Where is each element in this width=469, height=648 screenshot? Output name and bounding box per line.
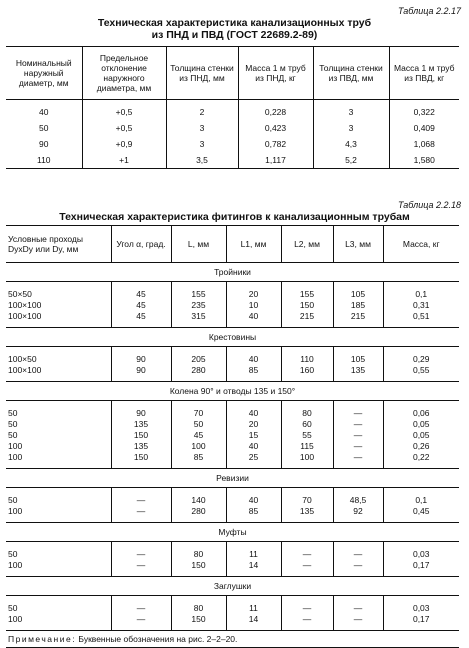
table-cell: — <box>281 559 333 570</box>
table-cell: 150 <box>111 429 171 440</box>
table-row <box>6 120 459 136</box>
header-cell: Толщина стенки из ПНД, мм <box>166 47 238 100</box>
table-cell: 0,1 <box>415 288 428 299</box>
table-cell: 135 <box>111 418 171 429</box>
table-row <box>6 299 459 310</box>
table-cell: 100 <box>6 505 111 516</box>
table-cell: 100×100 <box>6 364 111 375</box>
table-cell: 45 <box>111 299 171 310</box>
table-row <box>6 505 459 516</box>
table-cell: 0,782 <box>238 136 313 152</box>
section-header-row <box>6 382 459 401</box>
table-cell: 80 <box>171 548 226 559</box>
table-cell: 80 <box>171 602 226 613</box>
table-cell: 50 <box>171 418 226 429</box>
table-cell: 92 <box>333 505 383 516</box>
table-cell: — <box>333 407 383 418</box>
table-cell: — <box>281 548 333 559</box>
fittings-characteristics-table <box>6 225 459 648</box>
table-cell: 0,51 <box>412 310 430 321</box>
table-body <box>6 100 459 169</box>
table-cell: 105 <box>333 288 383 299</box>
section-title: Тройники <box>6 263 459 282</box>
table-cell: 115 <box>281 440 333 451</box>
table-cell: — <box>333 451 383 462</box>
table-row <box>6 548 459 559</box>
table-cell: 85 <box>226 505 281 516</box>
section-title: Колена 90° и отводы 135 и 150° <box>6 382 459 401</box>
table-cell: 315 <box>171 310 226 321</box>
header-cell: Условные проходы DyxDy или Dy, мм <box>6 226 111 263</box>
table-cell: 1,068 <box>413 139 435 149</box>
table-cell: 0,05 <box>412 429 430 440</box>
table-cell: 0,06 <box>412 407 430 418</box>
table-cell: 1,117 <box>238 152 313 169</box>
table-cell: 100 <box>281 451 333 462</box>
table-cell: 215 <box>281 310 333 321</box>
table-cell: 140 <box>171 494 226 505</box>
table-title-1 <box>0 17 469 41</box>
section-title: Крестовины <box>6 328 459 347</box>
table-cell: 50 <box>6 429 111 440</box>
table-cell: 1,580 <box>413 155 435 165</box>
table-cell: +0,5 <box>82 120 166 136</box>
table-cell: 50 <box>6 494 111 505</box>
table-cell: 155 <box>171 288 226 299</box>
table-cell: 5,2 <box>313 152 389 169</box>
table-cell: 50 <box>6 120 82 136</box>
table-number-1: Таблица 2.2.17 <box>397 6 461 16</box>
table-cell: — <box>281 602 333 613</box>
table-cell: 0,26 <box>412 440 430 451</box>
table-title-2: Техническая характеристика фитингов к канализационным трубам <box>59 211 410 223</box>
table-cell: 150 <box>171 613 226 624</box>
table-cell: 40 <box>6 100 82 121</box>
table-cell: 50×50 <box>6 288 111 299</box>
table-cell: 48,5 <box>333 494 383 505</box>
table-cell: 50 <box>6 407 111 418</box>
table-cell: — <box>111 505 171 516</box>
table-cell: 0,03 <box>412 548 430 559</box>
header-cell: Масса, кг <box>383 226 459 263</box>
table-cell: — <box>111 613 171 624</box>
table-cell: 0,409 <box>413 123 435 133</box>
table-title-1-line2: из ПНД и ПВД (ГОСТ 22689.2-89) <box>151 29 318 41</box>
section-header-row <box>6 577 459 596</box>
table-cell: 40 <box>226 407 281 418</box>
header-cell: Угол α, град. <box>111 226 171 263</box>
table-cell: 135 <box>111 440 171 451</box>
table-cell: 215 <box>333 310 383 321</box>
table-cell: 110 <box>6 152 82 169</box>
table-cell: — <box>333 440 383 451</box>
table-cell: 135 <box>281 505 333 516</box>
table-cell: 80 <box>281 407 333 418</box>
table-cell: 50 <box>6 418 111 429</box>
table-cell: 100 <box>171 440 226 451</box>
table-cell: — <box>111 602 171 613</box>
table-cell: 4,3 <box>313 136 389 152</box>
table-cell: 11 <box>226 602 281 613</box>
table-row <box>6 100 459 121</box>
table-cell: 135 <box>333 364 383 375</box>
table-cell: 20 <box>226 418 281 429</box>
table-cell: 11 <box>226 548 281 559</box>
section-header-row <box>6 523 459 542</box>
table-cell: 10 <box>226 299 281 310</box>
header-cell: Предельное отклонение наружного диаметра, мм <box>82 47 166 100</box>
table-cell: — <box>333 548 383 559</box>
note-row <box>6 631 459 648</box>
table-header-row <box>6 226 459 263</box>
table-cell: 90 <box>111 364 171 375</box>
table-cell: 60 <box>281 418 333 429</box>
table-cell: 100 <box>6 440 111 451</box>
table-cell: 0,322 <box>413 107 435 117</box>
header-cell: L3, мм <box>333 226 383 263</box>
section-header-row <box>6 469 459 488</box>
note-text: Буквенные обозначения на рис. 2–2–20. <box>76 634 238 644</box>
table-cell: 0,228 <box>238 100 313 121</box>
table-cell: 0,31 <box>412 299 430 310</box>
header-cell: L, мм <box>171 226 226 263</box>
table-cell: 85 <box>171 451 226 462</box>
table-cell: 100 <box>6 451 111 462</box>
table-cell: — <box>333 559 383 570</box>
table-cell: 155 <box>281 288 333 299</box>
table-row <box>6 353 459 364</box>
table-cell: 0,05 <box>412 418 430 429</box>
table-row <box>6 136 459 152</box>
table-cell: 160 <box>281 364 333 375</box>
table-row <box>6 418 459 429</box>
table-cell: 15 <box>226 429 281 440</box>
table-cell: 90 <box>111 407 171 418</box>
note-label: Примечание: <box>8 634 77 644</box>
table-row <box>6 310 459 321</box>
table-cell: — <box>333 418 383 429</box>
table-cell: 185 <box>333 299 383 310</box>
section-title: Ревизии <box>6 469 459 488</box>
table-cell: 45 <box>171 429 226 440</box>
table-cell: +1 <box>82 152 166 169</box>
table-cell: 0,423 <box>238 120 313 136</box>
table-cell: 70 <box>171 407 226 418</box>
header-cell: Масса 1 м труб из ПВД, кг <box>389 47 459 100</box>
table-row <box>6 407 459 418</box>
table-cell: 280 <box>171 505 226 516</box>
pipe-characteristics-table <box>6 46 459 169</box>
table-cell: — <box>111 494 171 505</box>
table-cell: 3 <box>166 120 238 136</box>
header-cell: L2, мм <box>281 226 333 263</box>
table-cell: 40 <box>226 310 281 321</box>
table-cell: 235 <box>171 299 226 310</box>
table-cell: 25 <box>226 451 281 462</box>
table-cell: 150 <box>111 451 171 462</box>
table-cell: +0,5 <box>82 100 166 121</box>
table-cell: 0,29 <box>412 353 430 364</box>
table-cell: 40 <box>226 440 281 451</box>
table-cell: 0,22 <box>412 451 430 462</box>
table-cell: 100×50 <box>6 353 111 364</box>
table-title-1-line1: Техническая характеристика канализационных труб <box>97 17 372 29</box>
table-cell: 85 <box>226 364 281 375</box>
table-cell: 100 <box>6 613 111 624</box>
table-cell: 150 <box>281 299 333 310</box>
table-cell: — <box>333 429 383 440</box>
table-cell: 0,45 <box>412 505 430 516</box>
table-cell: 45 <box>111 288 171 299</box>
section-title: Заглушки <box>6 577 459 596</box>
table-cell: 0,03 <box>412 602 430 613</box>
note <box>6 631 459 648</box>
table-cell: — <box>111 559 171 570</box>
table-cell: 40 <box>226 353 281 364</box>
table-cell: 110 <box>281 353 333 364</box>
table-header-row <box>6 47 459 100</box>
table-cell: 14 <box>226 613 281 624</box>
table-cell: 105 <box>333 353 383 364</box>
table-number-2: Таблица 2.2.18 <box>397 200 461 210</box>
table-cell: 70 <box>281 494 333 505</box>
table-cell: 100×100 <box>6 310 111 321</box>
table-cell: — <box>333 613 383 624</box>
table-cell: 90 <box>6 136 82 152</box>
table-cell: 280 <box>171 364 226 375</box>
table-row <box>6 364 459 375</box>
table-cell: 0,17 <box>412 613 430 624</box>
table-row <box>6 429 459 440</box>
table-cell: 3 <box>313 120 389 136</box>
table-cell: 3,5 <box>166 152 238 169</box>
table-cell: 0,1 <box>415 494 428 505</box>
section-header-row <box>6 263 459 282</box>
table-row <box>6 494 459 505</box>
section-header-row <box>6 328 459 347</box>
table-cell: 3 <box>166 136 238 152</box>
section-title: Муфты <box>6 523 459 542</box>
table-cell: 100 <box>6 559 111 570</box>
table-row <box>6 613 459 624</box>
table-body <box>6 263 459 631</box>
table-cell: 90 <box>111 353 171 364</box>
table-cell: 20 <box>226 288 281 299</box>
table-cell: 150 <box>171 559 226 570</box>
table-cell: 55 <box>281 429 333 440</box>
table-row <box>6 152 459 169</box>
table-cell: — <box>111 548 171 559</box>
header-cell: L1, мм <box>226 226 281 263</box>
table-cell: 14 <box>226 559 281 570</box>
header-cell: Номинальный наружный диаметр, мм <box>6 47 82 100</box>
table-cell: 0,17 <box>412 559 430 570</box>
table-row <box>6 440 459 451</box>
table-cell: 205 <box>171 353 226 364</box>
header-cell: Толщина стенки из ПВД, мм <box>313 47 389 100</box>
table-cell: — <box>281 613 333 624</box>
table-cell: 100×100 <box>6 299 111 310</box>
table-cell: +0,9 <box>82 136 166 152</box>
table-cell: 50 <box>6 602 111 613</box>
table-cell: 40 <box>226 494 281 505</box>
table-cell: 45 <box>111 310 171 321</box>
table-cell: 2 <box>166 100 238 121</box>
table-row <box>6 602 459 613</box>
table-row <box>6 288 459 299</box>
table-cell: 0,55 <box>412 364 430 375</box>
table-row <box>6 451 459 462</box>
header-cell: Масса 1 м труб из ПНД, кг <box>238 47 313 100</box>
table-row <box>6 559 459 570</box>
table-cell: 3 <box>313 100 389 121</box>
table-cell: — <box>333 602 383 613</box>
table-cell: 50 <box>6 548 111 559</box>
